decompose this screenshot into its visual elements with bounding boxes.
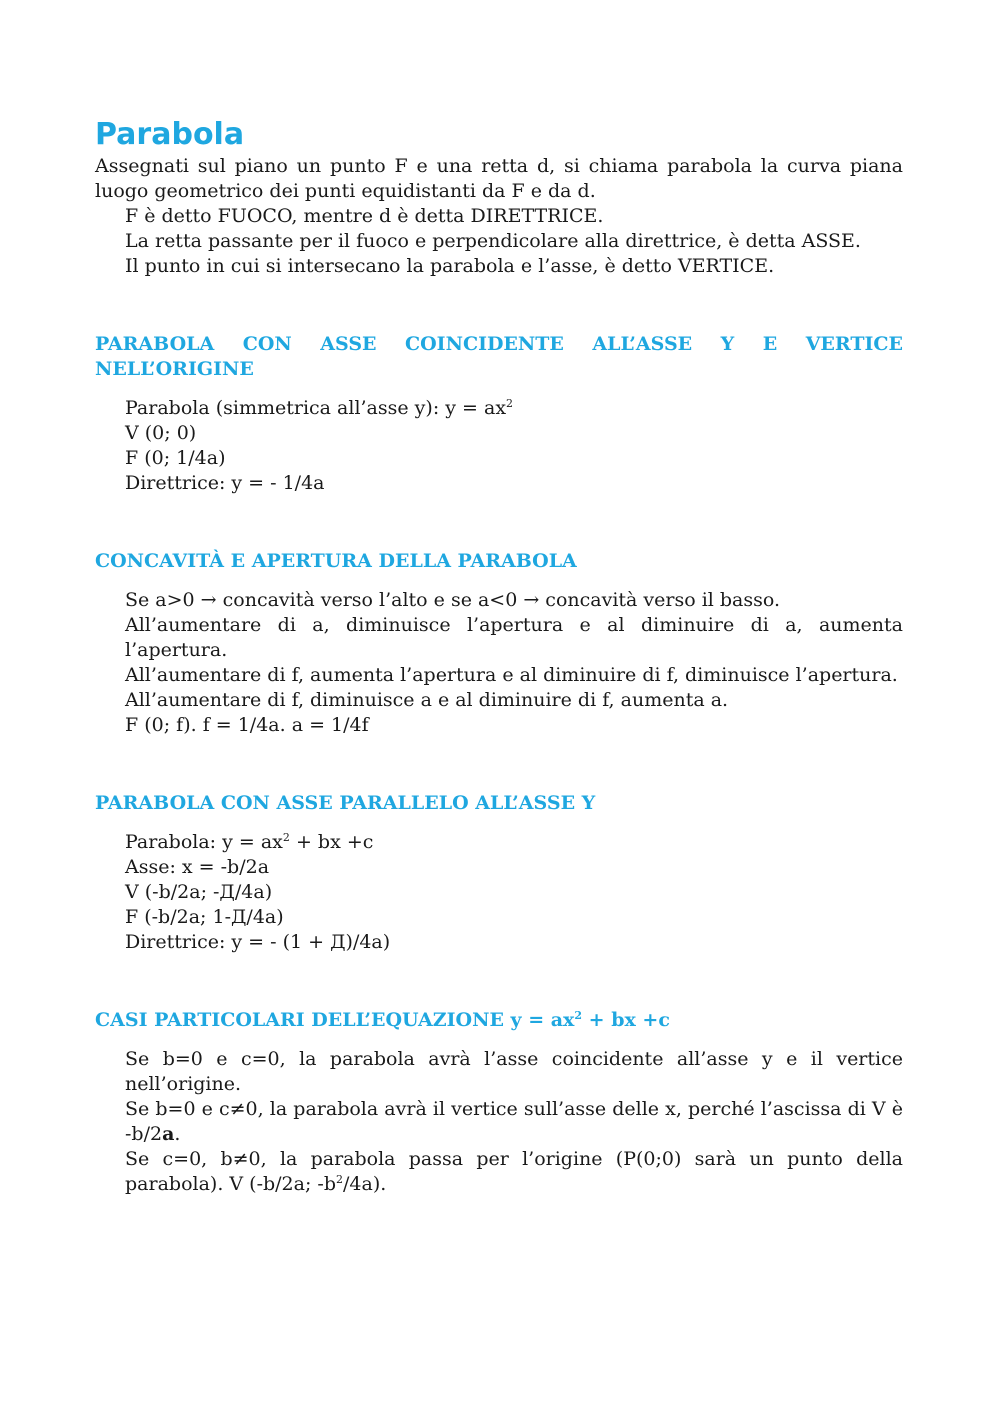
section-heading-parallel-axis: PARABOLA CON ASSE PARALLELO ALL’ASSE Y <box>95 792 596 814</box>
list-item: F è detto FUOCO, mentre d è detta DIRETTRICE. <box>125 205 604 227</box>
page-content <box>95 116 903 1197</box>
section-heading-vertex-origin: PARABOLA CON ASSE COINCIDENTE ALL’ASSE Y E VERTICE NELL’ORIGINE <box>95 333 903 380</box>
section-3-list <box>95 830 903 955</box>
list-item: Parabola: $y = ax^2$ + bx +c <box>125 831 374 853</box>
list-item: F (0; 1/4a) <box>125 447 226 469</box>
list-item: Direttrice: y = - 1/4a <box>125 472 325 494</box>
list-item: All’aumentare di f, aumenta l’apertura e al diminuire di f, diminuisce l’apertura. <box>125 664 898 686</box>
list-item: Se b=0 e c=0, la parabola avrà l’asse coincidente all’asse y e il vertice nell’origine. <box>125 1048 903 1095</box>
intro-bullet-list <box>95 204 903 279</box>
list-item: F (-b/2a; 1-Д/4a) <box>125 906 284 928</box>
list-item: Il punto in cui si intersecano la parabola e l’asse, è detto VERTICE. <box>125 255 775 277</box>
list-item: F (0; f). f = 1/4a. a = 1/4f <box>125 714 369 736</box>
section-1-list <box>95 396 903 496</box>
list-item: V (0; 0) <box>125 422 197 444</box>
list-item: Asse: x = -b/2a <box>125 856 270 878</box>
list-item: Se a>0 → concavità verso l’alto e se a<0 → concavità verso il basso. <box>125 589 781 611</box>
list-item: Parabola (simmetrica all’asse y): $y = ax^2$ <box>125 397 514 419</box>
list-item: V (-b/2a; -Д/4a) <box>125 881 273 903</box>
list-item: All’aumentare di f, diminuisce a e al diminuire di f, aumenta a. <box>125 689 729 711</box>
section-2-list <box>95 588 903 738</box>
list-item: Se c=0, b≠0, la parabola passa per l’origine (P(0;0) sarà un punto della parabola). V (-b/2a; $-b^2/4a$). <box>125 1148 903 1195</box>
page-title: Parabola <box>95 117 245 152</box>
section-heading-special-cases: CASI PARTICOLARI DELL’EQUAZIONE $y = ax^2$ + bx +c <box>95 1009 670 1031</box>
intro-paragraph: Assegnati sul piano un punto F e una retta d, si chiama parabola la curva piana luogo geometrico dei punti equidistanti da F e da d. <box>95 155 903 202</box>
list-item: All’aumentare di a, diminuisce l’apertura e al diminuire di a, aumenta l’apertura. <box>125 614 903 661</box>
section-4-list <box>95 1047 903 1197</box>
list-item: Direttrice: y = - (1 + Д)/4a) <box>125 931 391 953</box>
list-item: Se b=0 e c≠0, la parabola avrà il vertice sull’asse delle x, perché l’ascissa di V è -b/2a. <box>125 1098 903 1145</box>
section-heading-concavity: CONCAVITÀ E APERTURA DELLA PARABOLA <box>95 550 577 572</box>
list-item: La retta passante per il fuoco e perpendicolare alla direttrice, è detta ASSE. <box>125 230 861 252</box>
